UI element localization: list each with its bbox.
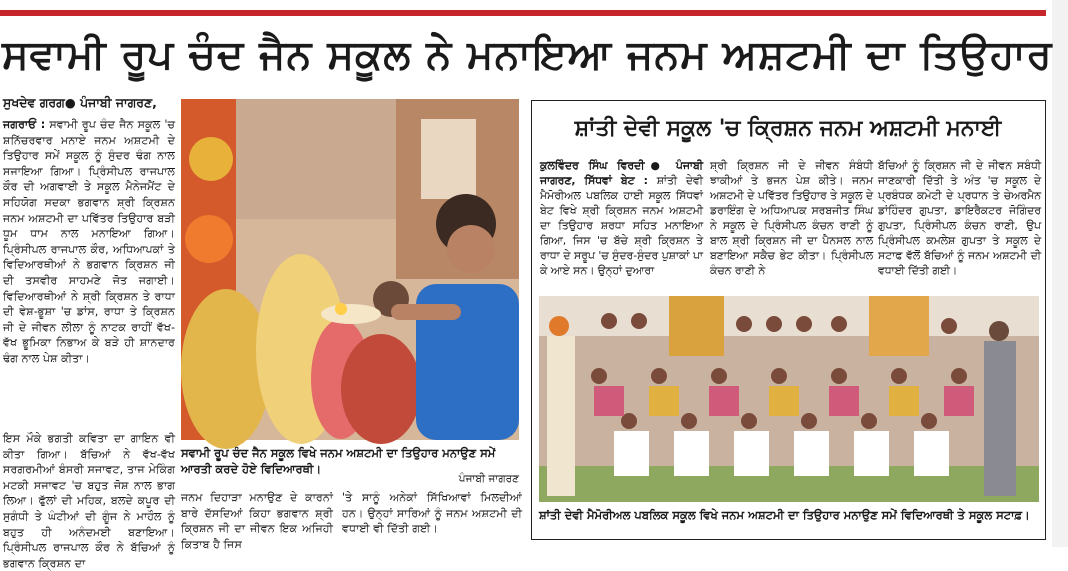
main-headline: ਸਵਾਮੀ ਰੂਪ ਚੰਦ ਜੈਨ ਸਕੂਲ ਨੇ ਮਨਾਇਆ ਜਨਮ ਅਸ਼ਟਮੀ ਦਾ ਤਿਉਹਾਰ [2, 32, 1053, 78]
main-paragraph-2: ਇਸ ਮੌਕੇ ਭਗਤੀ ਕਵਿਤਾ ਦਾ ਗਾਇਨ ਵੀ ਕੀਤਾ ਗਿਆ। ਬੱਚਿਆਂ ਨੇ ਵੱਖ-ਵੱਖ ਸਰਗਰਮੀਆਂ ਬੰਸਰੀ ਸਜਾਵਟ, ਤਾਜ ਮੇਕਿੰਗ ਮਟਕੀ ਸਜਾਵਟ 'ਚ ਬਹੁਤ ਜੋਸ਼ ਨਾਲ ਭਾਗ ਲਿਆ। ਫੁੱਲਾਂ ਦੀ ਮਹਿਕ, ਬਲਦੇ ਕਪੂਰ ਦੀ ਸੁਗੰਧੀ ਤੇ ਘੰਟੀਆਂ ਦੀ ਗੂੰਜ ਨੇ ਮਾਹੌਲ ਨੂੰ ਬਹੁਤ ਹੀ ਅਨੰਦਮਈ ਬਣਾਇਆ। ਪ੍ਰਿੰਸੀਪਲ ਰਾਜਪਾਲ ਕੌਰ ਨੇ ਬੱਚਿਆਂ ਨੂੰ ਭਗਵਾਨ ਕ੍ਰਿਸ਼ਨ ਦਾ [3, 432, 175, 570]
main-paragraph-4: 'ਤੇ ਸਾਨੂੰ ਅਨੇਕਾਂ ਸਿੱਖਿਆਵਾਂ ਮਿਲਦੀਆਂ ਹਨ। ਉਨ੍ਹਾਂ ਸਾਰਿਆਂ ਨੂੰ ਜਨਮ ਅਸ਼ਟਮੀ ਦੀ ਵਧਾਈ ਵੀ ਦਿੱਤੀ ਗਈ। [342, 491, 522, 536]
paragraph-text: ਸਵਾਮੀ ਰੂਪ ਚੰਦ ਜੈਨ ਸਕੂਲ 'ਚ ਸ਼ਨਿੱਚਰਵਾਰ ਮਨਾਏ ਜਨਮ ਅਸ਼ਟਮੀ ਦੇ ਤਿਉਹਾਰ ਸਮੇਂ ਸਕੂਲ ਨੂੰ ਸੁੰਦਰ ਢੰਗ ਨਾਲ ਸਜਾਇਆ ਗਿਆ। ਪ੍ਰਿੰਸੀਪਲ ਰਾਜਪਾਲ ਕੌਰ ਦੀ ਅਗਵਾਈ ਤੇ ਸਕੂਲ ਮੈਨੇਜਮੈਂਟ ਦੇ ਸਹਿਯੋਗ ਸਦਕਾ ਭਗਵਾਨ ਸ਼੍ਰੀ ਕ੍ਰਿਸ਼ਨ ਜਨਮ ਅਸ਼ਟਮੀ ਦਾ ਪਵਿੱਤਰ ਤਿਉਹਾਰ ਬੜੀ ਧੂਮ ਧਾਮ ਨਾਲ ਮਨਾਇਆ ਗਿਆ। ਪ੍ਰਿੰਸੀਪਲ ਰਾਜਪਾਲ ਕੌਰ, ਅਧਿਆਪਕਾਂ ਤੇ ਵਿਦਿਆਰਥੀਆਂ ਨੇ ਭਗਵਾਨ ਕ੍ਰਿਸ਼ਨ ਜੀ ਦੀ ਤਸਵੀਰ ਸਾਹਮਣੇ ਜੋਤ ਜਗਾਈ। ਵਿਦਿਆਰਥੀਆਂ ਨੇ ਸ਼੍ਰੀ ਕ੍ਰਿਸ਼ਨ ਤੇ ਰਾਧਾ ਦੀ ਵੇਸ਼-ਭੂਸ਼ਾ 'ਚ ਡਾਂਸ, ਰਾਧਾ ਤੇ ਕ੍ਰਿਸ਼ਨ ਜੀ ਦੇ ਜੀਵਨ ਲੀਲਾ ਨੂੰ ਨਾਟਕ ਰਾਹੀਂ ਵੱਖ-ਵੱਖ ਭੂਮਿਕਾ ਨਿਭਾਅ ਕੇ ਬੜੇ ਹੀ ਸ਼ਾਨਦਾਰ ਢੰਗ ਨਾਲ ਪੇਸ਼ ਕੀਤਾ। [3, 118, 176, 365]
side-article-column-2: ਸ਼੍ਰੀ ਕ੍ਰਿਸ਼ਨ ਜੀ ਦੇ ਜੀਵਨ ਸੰਬੰਧੀ ਝਾਕੀਆਂ ਤੇ ਭਜਨ ਪੇਸ਼ ਕੀਤੇ। ਜਨਮ ਅਸ਼ਟਮੀ ਦੇ ਪਵਿੱਤਰ ਤਿਉਹਾਰ ਤੇ ਸਕੂਲ ਦੇ ਡਰਾਇੰਗ ਦੇ ਅਧਿਆਪਕ ਸਰਬਜੀਤ ਸਿੰਘ ਨੇ ਸਕੂਲ ਦੇ ਪ੍ਰਿੰਸੀਪਲ ਕੰਚਨ ਰਾਣੀ ਨੂੰ ਬਾਲ ਸ਼੍ਰੀ ਕ੍ਰਿਸ਼ਨ ਜੀ ਦਾ ਪੈਨਸਲ ਨਾਲ ਬਣਾਇਆ ਸਕੈਚ ਭੇਟ ਕੀਤਾ। ਪ੍ਰਿੰਸੀਪਲ ਕੰਚਨ ਰਾਣੀ ਨੇ [710, 159, 873, 277]
side-paragraph-1: ਸ਼ਾਂਤੀ ਦੇਵੀ ਮੈਮੋਰੀਅਲ ਪਬਲਿਕ ਹਾਈ ਸਕੂਲ ਸਿੱਧਵਾਂ ਬੇਟ ਵਿਖੇ ਸ਼੍ਰੀ ਕ੍ਰਿਸ਼ਨ ਜਨਮ ਅਸ਼ਟਮੀ ਦਾ ਤਿਉਹਾਰ ਸ਼ਰਧਾ ਸਹਿਤ ਮਨਾਇਆ ਗਿਆ, ਜਿਸ 'ਚ ਬੱਚੇ ਸ਼੍ਰੀ ਕ੍ਰਿਸ਼ਨ ਤੇ ਰਾਧਾ ਦੇ ਸਰੂਪ 'ਚ ਸੁੰਦਰ-ਸੁੰਦਰ ਪੁਸ਼ਾਕਾਂ ਪਾ ਕੇ ਆਏ ਸਨ। ਉਨ੍ਹਾਂ ਦੁਆਰਾ [540, 174, 704, 277]
side-article-photo [539, 296, 1039, 502]
caption-text: ਸਵਾਮੀ ਰੂਪ ਚੰਦ ਜੈਨ ਸਕੂਲ ਵਿਖੇ ਜਨਮ ਅਸ਼ਟਮੀ ਦਾ ਤਿਉਹਾਰ ਮਨਾਉਣ ਸਮੇਂ ਆਰਤੀ ਕਰਦੇ ਹੋਏ ਵਿਦਿਆਰਥੀ। [181, 446, 496, 476]
main-photo-caption [181, 445, 519, 487]
dateline: ਜਗਰਾਓਂ : [3, 118, 46, 131]
side-article-box [531, 100, 1046, 540]
main-paragraph-1 [3, 117, 175, 367]
main-paragraph-3: ਜਨਮ ਦਿਹਾੜਾ ਮਨਾਉਣ ਦੇ ਕਾਰਨਾਂ ਬਾਰੇ ਦੱਸਦਿਆਂ ਕਿਹਾ ਭਗਵਾਨ ਸ਼੍ਰੀ ਕ੍ਰਿਸ਼ਨ ਜੀ ਦਾ ਜੀਵਨ ਇਕ ਅਜਿਹੀ ਕਿਤਾਬ ਹੈ ਜਿਸ [181, 491, 333, 551]
top-red-rule [0, 10, 1046, 16]
main-byline: ਸੁਖਦੇਵ ਗਰਗ● ਪੰਜਾਬੀ ਜਾਗਰਣ, [3, 95, 157, 110]
main-article-column-2 [181, 490, 333, 551]
side-photo-caption: ਸ਼ਾਂਤੀ ਦੇਵੀ ਮੈਮੋਰੀਅਲ ਪਬਲਿਕ ਸਕੂਲ ਵਿਖੇ ਜਨਮ ਅਸ਼ਟਮੀ ਦਾ ਤਿਉਹਾਰ ਮਨਾਉਣ ਸਮੇਂ ਵਿਦਿਆਰਥੀ ਤੇ ਸਕੂਲ ਸਟਾਫ਼। [539, 508, 1030, 522]
main-article-column-1 [3, 117, 175, 425]
main-article-photo [181, 99, 519, 440]
side-byline: ਕੁਲਵਿੰਦਰ ਸਿੰਘ ਵਿਰਦੀ● ਪੰਜਾਬੀ ਜਾਗਰਣ, ਸਿੱਧਵਾਂ ਬੇਟ : [540, 159, 703, 187]
page-margin [1052, 0, 1068, 547]
side-article-column-1 [540, 158, 703, 295]
main-article-column-3 [342, 490, 522, 547]
photo-credit: ਪੰਜਾਬੀ ਜਾਗਰਣ [458, 473, 519, 485]
side-article-column-3: ਬੱਚਿਆਂ ਨੂੰ ਕ੍ਰਿਸ਼ਨ ਜੀ ਦੇ ਜੀਵਨ ਸਬੰਧੀ ਜਾਣਕਾਰੀ ਦਿੱਤੀ ਤੇ ਅੰਤ 'ਚ ਸਕੂਲ ਦੇ ਪ੍ਰਬੰਧਕ ਕਮੇਟੀ ਦੇ ਪ੍ਰਧਾਨ ਤੇ ਚੇਅਰਮੈਨ ਡਾਂਹਿੰਦਰ ਗੁਪਤਾ, ਡਾਇਰੈਕਟਰ ਜੋਗਿੰਦਰ ਗੁਪਤਾ, ਪ੍ਰਿੰਸੀਪਲ ਕੰਚਨ ਰਾਣੀ, ਉਪ ਪ੍ਰਿੰਸੀਪਲ ਕਮਲੇਸ਼ ਗੁਪਤਾ ਤੇ ਸਕੂਲ ਦੇ ਸਟਾਫ ਵੱਲੋਂ ਬੱਚਿਆਂ ਨੂੰ ਜਨਮ ਅਸ਼ਟਮੀ ਦੀ ਵਧਾਈ ਦਿੱਤੀ ਗਈ। [878, 159, 1041, 277]
side-headline: ਸ਼ਾਂਤੀ ਦੇਵੀ ਸਕੂਲ 'ਚ ਕ੍ਰਿਸ਼ਨ ਜਨਮ ਅਸ਼ਟਮੀ ਮਨਾਈ [574, 116, 1002, 141]
main-article-column-1-cont [3, 431, 175, 570]
